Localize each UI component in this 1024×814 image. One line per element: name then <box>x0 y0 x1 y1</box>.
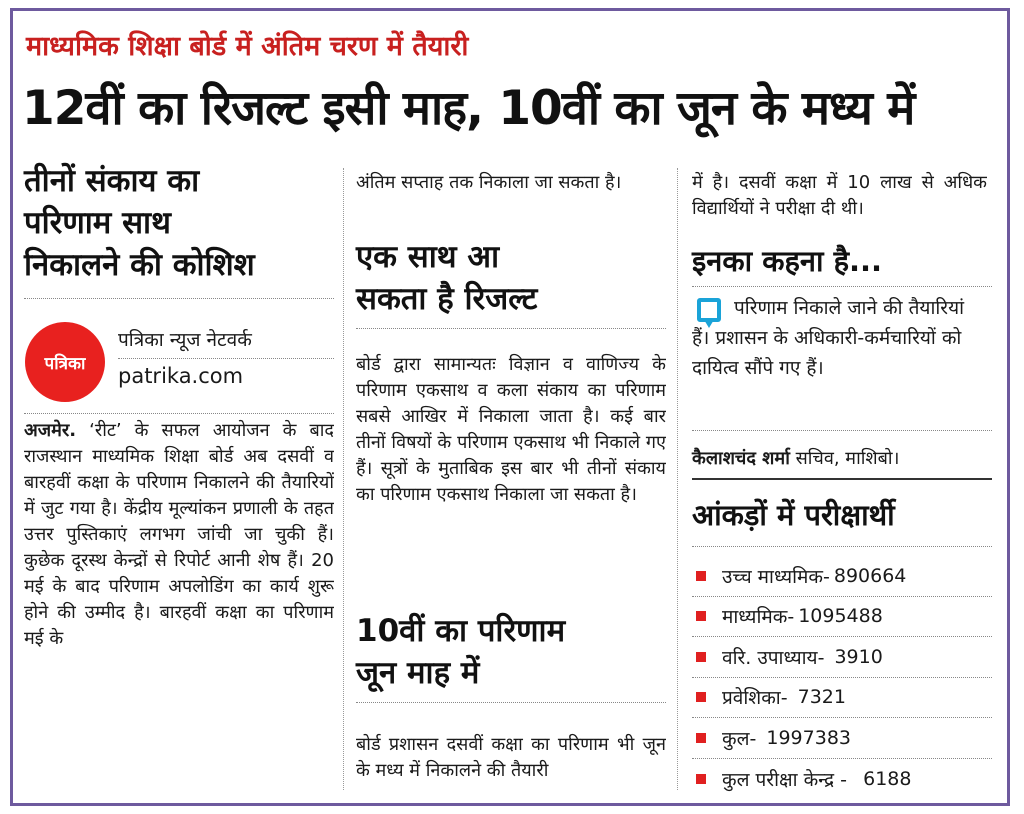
stat-value: 6188 <box>851 767 912 790</box>
col2-subhead-line: जून माह में <box>356 655 480 691</box>
bullet-square-icon <box>696 692 706 702</box>
stat-row <box>692 597 992 638</box>
stat-row <box>692 718 992 759</box>
col2-subhead-line: एक साथ आ <box>356 239 500 275</box>
divider <box>692 430 992 431</box>
stat-label: माध्यमिक- <box>722 606 795 629</box>
quote-attribution <box>692 446 899 470</box>
stat-label: कुल- <box>722 727 757 750</box>
stat-value: 1095488 <box>798 605 883 628</box>
byline: पत्रिका न्यूज नेटवर्क <box>118 329 252 351</box>
stat-value: 7321 <box>791 686 846 709</box>
col1-subhead <box>24 160 334 286</box>
col2-subhead-line: 10वीं का परिणाम <box>356 613 566 649</box>
bullet-square-icon <box>696 774 706 784</box>
bullet-square-icon <box>696 733 706 743</box>
col2-subhead-line: सकता है रिजल्ट <box>356 281 538 317</box>
col3-intro <box>692 170 987 224</box>
stat-row <box>692 637 992 678</box>
divider <box>118 358 334 359</box>
column-divider-2 <box>677 168 678 790</box>
divider <box>692 546 992 547</box>
dateline: अजमेर. <box>24 420 77 441</box>
stat-label: उच्च माध्यमिक- <box>722 565 830 588</box>
col2-body-1-text: बोर्ड द्वारा सामान्यतः विज्ञान व वाणिज्य के परिणाम एकसाथ व कला संकाय का परिणाम सबसे आखिर में निकाला जाता है। कई बार तीनों विषयों के परिणाम एकसाथ भी निकाले गए हैं। सूत्रों के मुताबिक इस बार भी तीनों संकाय का परिणाम एकसाथ निकाला जा सकता है। <box>356 354 666 505</box>
stat-value: 1997383 <box>760 726 852 749</box>
patrika-logo: पत्रिका <box>25 322 105 402</box>
bullet-square-icon <box>696 611 706 621</box>
divider <box>692 286 992 287</box>
col1-body-text: ‘रीट’ के सफल आयोजन के बाद राजस्थान माध्यमिक शिक्षा बोर्ड अब दसवीं व बारहवीं कक्षा के परिणाम निकालने की तैयारियों में जुट गया है। केंद्रीय मूल्यांकन प्रणाली के तहत उत्तर पुस्तिकाएं लगभग जांची जा चुकी हैं। कुछेक दूरस्थ केन्द्रों से रिपोर्ट आनी शेष हैं। 20 मई के बाद परिणाम अपलोडिंग का कार्य शुरू होने की उम्मीद है। बारहवीं कक्षा का परिणाम मई के <box>24 420 334 649</box>
speaker-name: कैलाशचंद शर्मा <box>692 448 790 469</box>
col1-body <box>24 418 334 788</box>
bullet-square-icon <box>696 652 706 662</box>
speaker-title: सचिव, माशिबो। <box>795 448 900 469</box>
divider <box>356 328 666 329</box>
stat-value: 890664 <box>833 564 907 587</box>
col2-subhead-2 <box>356 610 666 694</box>
stat-row <box>692 678 992 719</box>
col2-intro <box>356 170 666 224</box>
col2-body-2-text: बोर्ड प्रशासन दसवीं कक्षा का परिणाम भी जून के मध्य में निकालने की तैयारी <box>356 734 666 781</box>
stat-row <box>692 556 992 597</box>
divider <box>24 413 334 414</box>
col1-subhead-line: तीनों संकाय का <box>24 163 200 199</box>
stats-list <box>692 556 992 799</box>
col2-body-2 <box>356 732 666 788</box>
headline: 12वीं का रिजल्ट इसी माह, 10वीं का जून के मध्य में <box>22 81 915 136</box>
col3-intro-text: में है। दसवीं कक्षा में 10 लाख से अधिक विद्यार्थियों ने परीक्षा दी थी। <box>692 172 987 219</box>
divider <box>692 478 992 480</box>
kicker: माध्यमिक शिक्षा बोर्ड में अंतिम चरण में तैयारी <box>26 31 469 62</box>
col2-intro-text: अंतिम सप्ताह तक निकाला जा सकता है। <box>356 172 622 193</box>
quote-text: परिणाम निकाले जाने की तैयारियां हैं। प्रशासन के अधिकारी-कर्मचारियों को दायित्व सौंपे गए हैं। <box>692 297 965 379</box>
quote-heading: इनका कहना है... <box>692 244 883 278</box>
stat-label: वरि. उपाध्याय- <box>722 646 825 669</box>
col2-subhead-1 <box>356 236 666 320</box>
stats-heading: आंकड़ों में परीक्षार्थी <box>692 498 895 532</box>
col1-subhead-line: निकालने की कोशिश <box>24 247 255 283</box>
divider <box>24 298 334 299</box>
stat-value: 3910 <box>828 645 883 668</box>
col1-subhead-line: परिणाम साथ <box>24 205 171 241</box>
stat-label: प्रवेशिका- <box>722 687 788 710</box>
byline-url: patrika.com <box>118 364 244 388</box>
bullet-square-icon <box>696 571 706 581</box>
stat-row <box>692 759 992 800</box>
column-divider-1 <box>343 168 344 790</box>
col2-body-1 <box>356 352 666 592</box>
divider <box>356 702 666 703</box>
stat-label: कुल परीक्षा केन्द्र - <box>722 768 848 791</box>
